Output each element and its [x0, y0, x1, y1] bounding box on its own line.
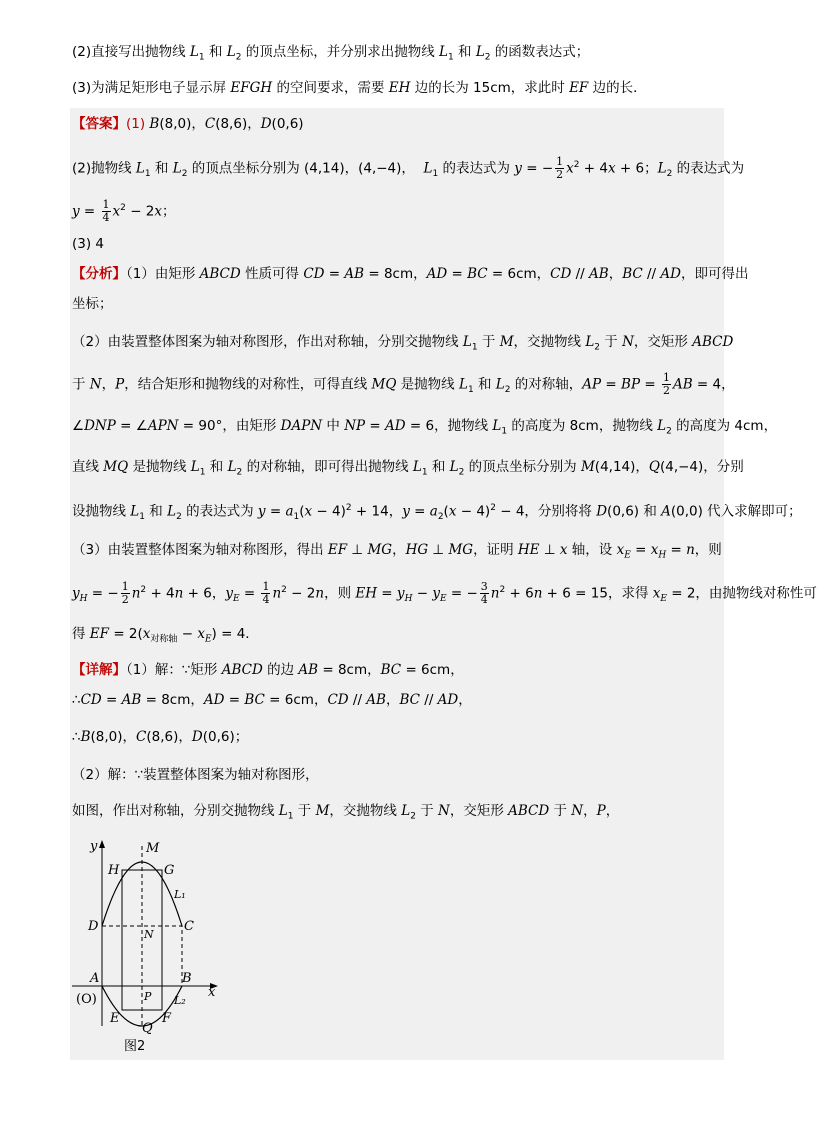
detail-line-2: ∴CD = AB = 8cm，AD = BC = 6cm，CD // AB，BC // AD，	[72, 692, 472, 708]
analysis-line-4: 于 N，P，结合矩形和抛物线的对称性，可得直线 MQ 是抛物线 $L_1$ 和 $L_2$ 的对称轴，AP = BP = $\frac{1}{2}$ AB = 4，	[72, 371, 735, 397]
label-q: Q	[142, 1021, 153, 1036]
label-m: M	[146, 841, 160, 856]
analysis-line-10: 得 EF = $2(x_{对称轴} - x_E) = 4$．	[72, 626, 259, 645]
label-f: F	[162, 1011, 172, 1026]
rectangle-abcd	[102, 926, 182, 986]
detail-line-3: ∴B(8,0)，C(8,6)，D(0,6)；	[72, 729, 249, 745]
analysis-line-2: 坐标；	[72, 296, 113, 312]
label-h: H	[108, 863, 120, 878]
label-y: y	[90, 839, 98, 854]
analysis-line-5: ∠DNP = ∠APN = 90°，由矩形 DAPN 中 NP = AD = 6，抛物线 $L_1$ 的高度为 8cm，抛物线 $L_2$ 的高度为 4cm，	[72, 418, 778, 437]
label-e: E	[110, 1011, 120, 1026]
label-b: B	[182, 971, 192, 986]
analysis-line-9: $y_H$ = − $\frac{1}{2}$ $n^2 + 4n + 6$，$y_E$ = $\frac{1}{4}$ $n^2 - 2n$，则 EH = $y_H - y_E$ = − $\frac{3}{4}$ $n^2 + 6n + 6 = 15$，求得 $x_E = 2$，由抛物线对称性可	[72, 580, 817, 606]
answer-line-4: (3) 4	[72, 236, 105, 252]
label-a: A	[90, 971, 100, 986]
label-p: P	[144, 990, 152, 1003]
analysis-tag: 【分析】	[72, 266, 126, 282]
analysis-line-8: （3）由装置整体图案为轴对称图形，得出 EF ⊥ MG，HG ⊥ MG，证明 HE ⊥ x 轴，设 $x_E = x_H = n$，则	[72, 542, 722, 561]
analysis-line-3: （2）由装置整体图案为轴对称图形，作出对称轴，分别交抛物线 $L_1$ 于 M，交抛物线 $L_2$ 于 N，交矩形 ABCD	[72, 334, 734, 353]
label-c: C	[184, 919, 194, 934]
label-n: N	[144, 928, 154, 941]
figure-caption: 图2	[124, 1039, 146, 1054]
detail-tag: 【详解】	[72, 662, 126, 678]
answer-tag: 【答案】	[72, 116, 126, 132]
parabola-figure	[72, 838, 232, 1058]
label-l2: L₂	[174, 994, 186, 1007]
y-axis-arrow	[99, 840, 105, 848]
label-o: (O)	[76, 992, 97, 1007]
label-d: D	[88, 919, 99, 934]
label-g: G	[164, 863, 175, 878]
question-2: (2)直接写出抛物线 $L_1$ 和 $L_2$ 的顶点坐标，并分别求出抛物线 $L_1$ 和 $L_2$ 的函数表达式；	[72, 44, 590, 63]
detail-line-4: （2）解：∵装置整体图案为轴对称图形，	[72, 767, 319, 783]
question-3: (3)为满足矩形电子显示屏 EFGH 的空间要求，需要 EH 边的长为 15cm，求此时 EF 边的长．	[72, 80, 647, 96]
answer-line-3: y = $\frac{1}{4}$ $x^2 - 2x$；	[72, 198, 176, 224]
analysis-line-1: 【分析】（1）由矩形 ABCD 性质可得 CD = AB = 8cm，AD = BC = 6cm，CD // AB，BC // AD，即可得出	[72, 266, 749, 282]
detail-line-5: 如图，作出对称轴，分别交抛物线 $L_1$ 于 M，交抛物线 $L_2$ 于 N，交矩形 ABCD 于 N，P，	[72, 803, 620, 822]
analysis-line-7: 设抛物线 $L_1$ 和 $L_2$ 的表达式为 $y = a_1(x - 4)^2 + 14$，$y = a_2(x - 4)^2 - 4$，分别将将 D(0,6) 和 A(0,0) 代入求解即可；	[72, 503, 802, 523]
analysis-line-6: 直线 MQ 是抛物线 $L_1$ 和 $L_2$ 的对称轴，即可得出抛物线 $L_1$ 和 $L_2$ 的顶点坐标分别为 M(4,14)，Q(4,−4)，分别	[72, 459, 744, 478]
detail-line-1: 【详解】（1）解：∵矩形 ABCD 的边 AB = 8cm，BC = 6cm，	[72, 662, 464, 678]
label-l1: L₁	[174, 888, 186, 901]
answer-line-1: 【答案】(1) B(8,0)，C(8,6)，D(0,6)	[72, 116, 304, 132]
label-x: x	[208, 985, 216, 1000]
answer-line-2: (2)抛物线 $L_1$ 和 $L_2$ 的顶点坐标分别为 (4,14)，(4,−4)， $L_1$ 的表达式为 y = − $\frac{1}{2}$ $x^2 + 4x + 6$；$L_2$ 的表达式为	[72, 155, 745, 181]
